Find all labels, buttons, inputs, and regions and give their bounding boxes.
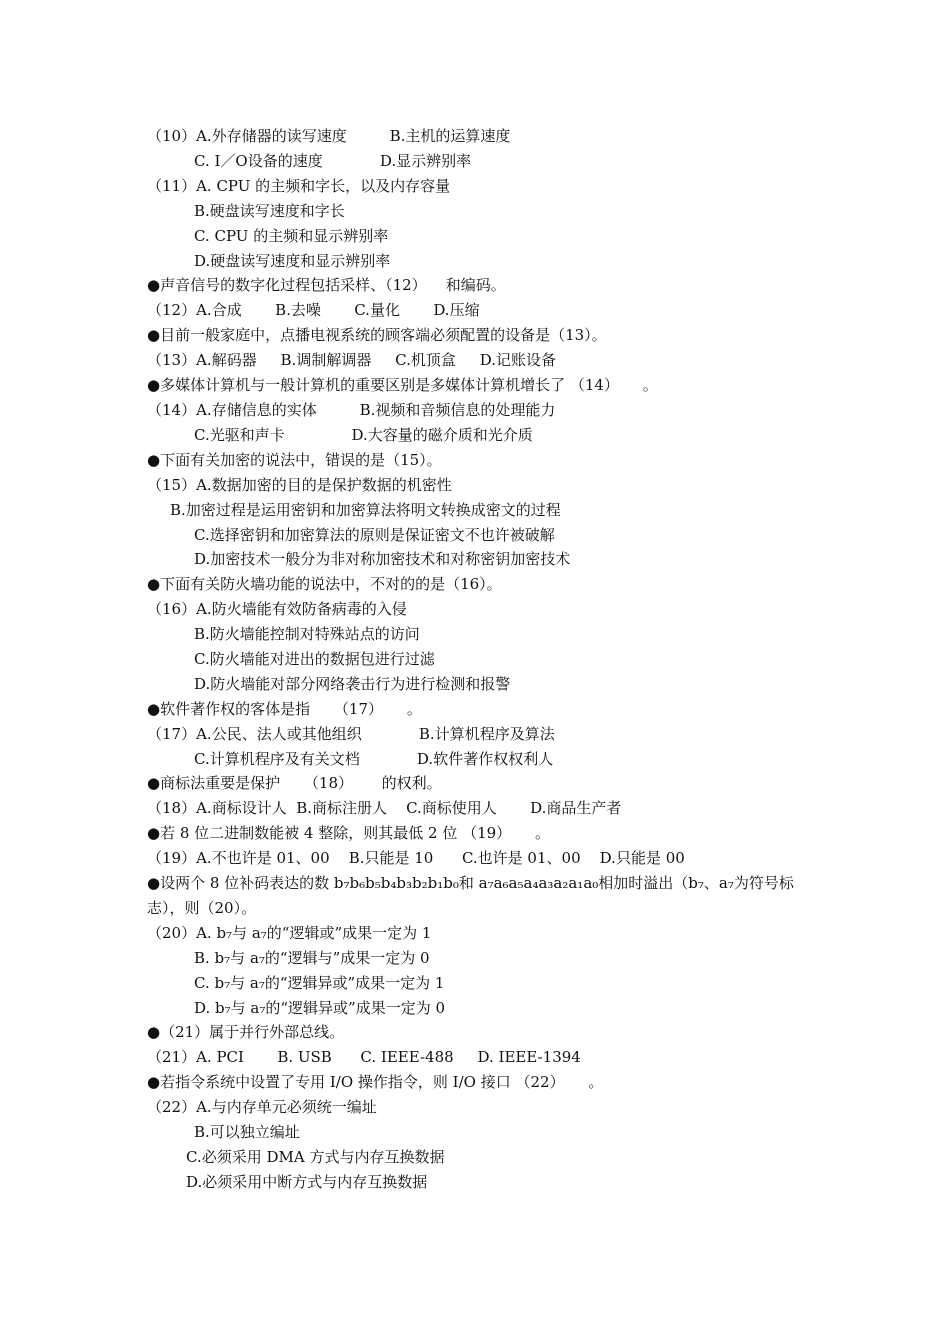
q11-option-a: （11）A. CPU 的主频和字长，以及内存容量 — [147, 177, 451, 195]
q16-option-c: C.防火墙能对进出的数据包进行过滤 — [194, 650, 435, 668]
q11-option-b: B.硬盘读写速度和字长 — [194, 202, 345, 220]
q16-option-a: （16）A.防火墙能有效防备病毒的入侵 — [147, 600, 407, 618]
q20-question-line-1: ●设两个 8 位补码表达的数 b₇b₆b₅b₄b₃b₂b₁b₀和 a₇a₆a₅a₄a₃a₂a₁a₀相加时溢出（b₇、a₇为符号标 — [147, 874, 794, 892]
q17-options-line-1: （17）A.公民、法人或其他组织 B.计算机程序及算法 — [147, 725, 555, 743]
q20-option-c: C. b₇与 a₇的“逻辑异或”成果一定为 1 — [194, 974, 445, 992]
q15-option-a: （15）A.数据加密的目的是保护数据的机密性 — [147, 476, 452, 494]
q16-question: ●下面有关防火墙功能的说法中，不对的的是（16）。 — [147, 575, 502, 593]
q16-option-d: D.防火墙能对部分网络袭击行为进行检测和报警 — [194, 675, 511, 693]
q12-options: （12）A.合成 B.去噪 C.量化 D.压缩 — [147, 301, 480, 319]
q22-option-b: B.可以独立编址 — [194, 1123, 300, 1141]
q20-option-d: D. b₇与 a₇的“逻辑异或”成果一定为 0 — [194, 999, 446, 1017]
q11-option-d: D.硬盘读写速度和显示辨别率 — [194, 252, 391, 270]
q15-option-d: D.加密技术一般分为非对称加密技术和对称密钥加密技术 — [194, 550, 571, 568]
q19-question: ●若 8 位二进制数能被 4 整除，则其最低 2 位 （19） 。 — [147, 824, 551, 842]
q22-option-a: （22）A.与内存单元必须统一编址 — [147, 1098, 377, 1116]
q14-question: ●多媒体计算机与一般计算机的重要区别是多媒体计算机增长了 （14） 。 — [147, 376, 658, 394]
q10-options-line-1: （10）A.外存储器的读写速度 B.主机的运算速度 — [147, 127, 511, 145]
q17-question: ●软件著作权的客体是指 （17） 。 — [147, 700, 422, 718]
q20-option-b: B. b₇与 a₇的“逻辑与”成果一定为 0 — [194, 949, 430, 967]
q18-question: ●商标法重要是保护 （18） 的权利。 — [147, 774, 442, 792]
q22-option-d: D.必须采用中断方式与内存互换数据 — [186, 1173, 428, 1191]
q20-question-line-2: 志），则（20）。 — [147, 899, 257, 917]
q18-options: （18）A.商标设计人 B.商标注册人 C.商标使用人 D.商品生产者 — [147, 799, 622, 817]
q17-options-line-2: C.计算机程序及有关文档 D.软件著作权权利人 — [194, 750, 554, 768]
q20-option-a: （20）A. b₇与 a₇的“逻辑或”成果一定为 1 — [147, 924, 432, 942]
q15-question: ●下面有关加密的说法中，错误的是（15）。 — [147, 451, 442, 469]
q22-option-c: C.必须采用 DMA 方式与内存互换数据 — [186, 1148, 445, 1166]
q12-question: ●声音信号的数字化过程包括采样、（12） 和编码。 — [147, 276, 506, 294]
q19-options: （19）A.不也许是 01、00 B.只能是 10 C.也许是 01、00 D.只能是 00 — [147, 849, 685, 867]
q15-option-c: C.选择密钥和加密算法的原则是保证密文不也许被破解 — [194, 526, 555, 544]
q16-option-b: B.防火墙能控制对特殊站点的访问 — [194, 625, 420, 643]
q11-option-c: C. CPU 的主频和显示辨别率 — [194, 227, 389, 245]
q14-options-line-1: （14）A.存储信息的实体 B.视频和音频信息的处理能力 — [147, 401, 556, 419]
q15-option-b: B.加密过程是运用密钥和加密算法将明文转换成密文的过程 — [170, 501, 561, 519]
q13-options: （13）A.解码器 B.调制解调器 C.机顶盒 D.记账设备 — [147, 351, 556, 369]
q10-options-line-2: C. I／O设备的速度 D.显示辨别率 — [194, 152, 472, 170]
q22-question: ●若指令系统中设置了专用 I/O 操作指令，则 I/O 接口 （22） 。 — [147, 1073, 604, 1091]
q21-options: （21）A. PCI B. USB C. IEEE-488 D. IEEE-1394 — [147, 1048, 581, 1066]
q21-question: ●（21）属于并行外部总线。 — [147, 1023, 345, 1041]
q14-options-line-2: C.光驱和声卡 D.大容量的磁介质和光介质 — [194, 426, 533, 444]
q13-question: ●目前一般家庭中，点播电视系统的顾客端必须配置的设备是（13）。 — [147, 326, 607, 344]
